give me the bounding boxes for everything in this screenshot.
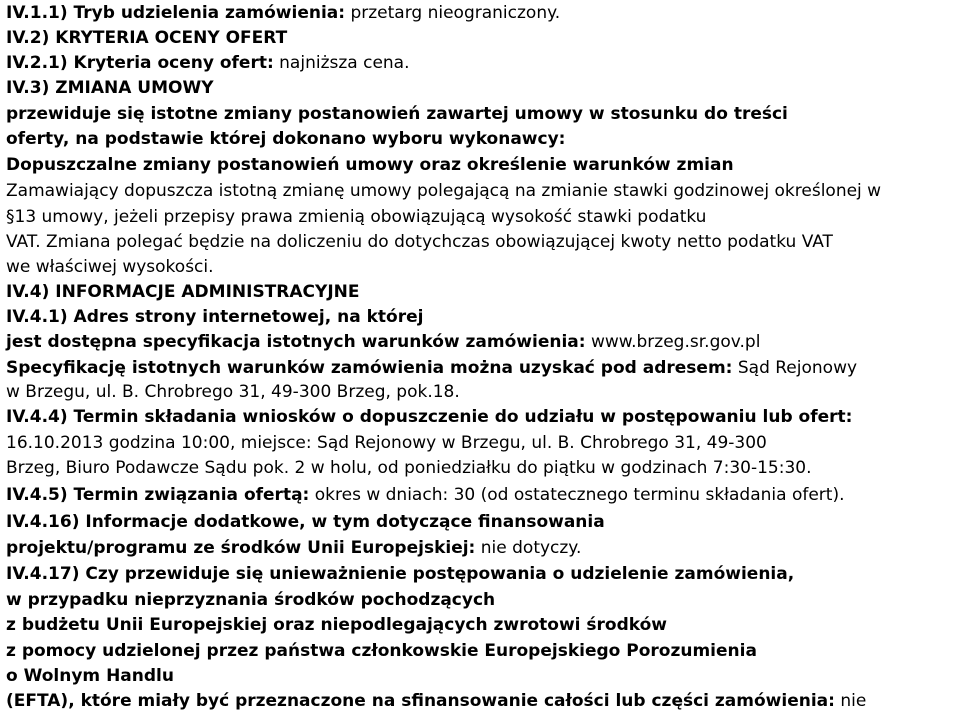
regular-text: nie: [834, 691, 867, 711]
doc-line: [6, 206, 706, 228]
regular-text: okres w dniach: 30 (od ostatecznego terminu składania ofert).: [309, 485, 845, 505]
regular-text: we właściwej wysokości.: [6, 257, 214, 277]
bold-text: o Wolnym Handlu: [6, 666, 174, 686]
bold-text: IV.3) ZMIANA UMOWY: [6, 78, 214, 98]
doc-line: [6, 614, 667, 636]
doc-line: [6, 256, 214, 278]
regular-text: Sąd Rejonowy: [732, 358, 858, 378]
bold-text: w przypadku nieprzyznania środków pochodzących: [6, 590, 496, 610]
doc-line: [6, 52, 410, 74]
doc-line: [6, 690, 866, 712]
bold-text: z budżetu Unii Europejskiej oraz niepodlegających zwrotowi środków: [6, 615, 668, 635]
bold-text: z pomocy udzielonej przez państwa członkowskie Europejskiego Porozumienia: [6, 641, 757, 661]
regular-text: §13 umowy, jeżeli przepisy prawa zmienią obowiązującą wysokość stawki podatku: [6, 207, 707, 227]
bold-text: oferty, na podstawie której dokonano wyboru wykonawcy:: [6, 129, 566, 149]
doc-line: [6, 381, 460, 403]
doc-line: [6, 231, 833, 253]
regular-text: nie dotyczy.: [475, 538, 582, 558]
doc-line: [6, 511, 605, 533]
regular-text: przetarg nieograniczony.: [345, 3, 561, 23]
doc-line: [6, 665, 174, 687]
doc-line: [6, 432, 767, 454]
regular-text: VAT. Zmiana polegać będzie na doliczeniu do dotychczas obowiązującej kwoty netto podatku VAT: [6, 232, 833, 252]
bold-text: (EFTA), które miały być przeznaczone na sfinansowanie całości lub części zamówienia:: [6, 691, 835, 711]
regular-text: www.brzeg.sr.gov.pl: [585, 332, 761, 352]
doc-line: [6, 154, 734, 176]
bold-text: IV.4) INFORMACJE ADMINISTRACYJNE: [6, 282, 360, 302]
bold-text: Specyfikację istotnych warunków zamówienia można uzyskać pod adresem:: [6, 358, 733, 378]
doc-line: [6, 27, 287, 49]
doc-line: [6, 77, 214, 99]
doc-line: [6, 180, 881, 202]
doc-line: [6, 281, 359, 303]
doc-line: [6, 537, 581, 559]
regular-text: najniższa cena.: [273, 53, 410, 73]
doc-line: [6, 563, 794, 585]
bold-text: IV.2) KRYTERIA OCENY OFERT: [6, 28, 288, 48]
regular-text: w Brzegu, ul. B. Chrobrego 31, 49-300 Brzeg, pok.18.: [6, 382, 460, 402]
doc-line: [6, 331, 760, 353]
bold-text: IV.4.1) Adres strony internetowej, na której: [6, 307, 424, 327]
bold-text: projektu/programu ze środków Unii Europejskiej:: [6, 538, 476, 558]
doc-line: [6, 2, 560, 24]
regular-text: Brzeg, Biuro Podawcze Sądu pok. 2 w holu, od poniedziałku do piątku w godzinach 7:30-15:30.: [6, 458, 812, 478]
bold-text: przewiduje się istotne zmiany postanowień zawartej umowy w stosunku do treści: [6, 104, 788, 124]
regular-text: Zamawiający dopuszcza istotną zmianę umowy polegającą na zmianie stawki godzinowej określonej w: [6, 181, 882, 201]
bold-text: IV.4.16) Informacje dodatkowe, w tym dotyczące finansowania: [6, 512, 605, 532]
bold-text: IV.4.5) Termin związania ofertą:: [6, 485, 310, 505]
bold-text: Dopuszczalne zmiany postanowień umowy oraz określenie warunków zmian: [6, 155, 734, 175]
bold-text: jest dostępna specyfikacja istotnych warunków zamówienia:: [6, 332, 586, 352]
regular-text: 16.10.2013 godzina 10:00, miejsce: Sąd Rejonowy w Brzegu, ul. B. Chrobrego 31, 49-300: [6, 433, 767, 453]
doc-line: [6, 103, 788, 125]
bold-text: IV.4.17) Czy przewiduje się unieważnienie postępowania o udzielenie zamówienia,: [6, 564, 795, 584]
doc-line: [6, 128, 565, 150]
doc-line: [6, 306, 423, 328]
doc-line: [6, 640, 757, 662]
bold-text: IV.2.1) Kryteria oceny ofert:: [6, 53, 274, 73]
doc-line: [6, 406, 852, 428]
doc-line: [6, 589, 495, 611]
doc-line: [6, 357, 857, 379]
doc-line: [6, 484, 845, 506]
bold-text: IV.4.4) Termin składania wniosków o dopuszczenie do udziału w postępowaniu lub ofert:: [6, 407, 853, 427]
doc-line: [6, 457, 812, 479]
bold-text: IV.1.1) Tryb udzielenia zamówienia:: [6, 3, 346, 23]
